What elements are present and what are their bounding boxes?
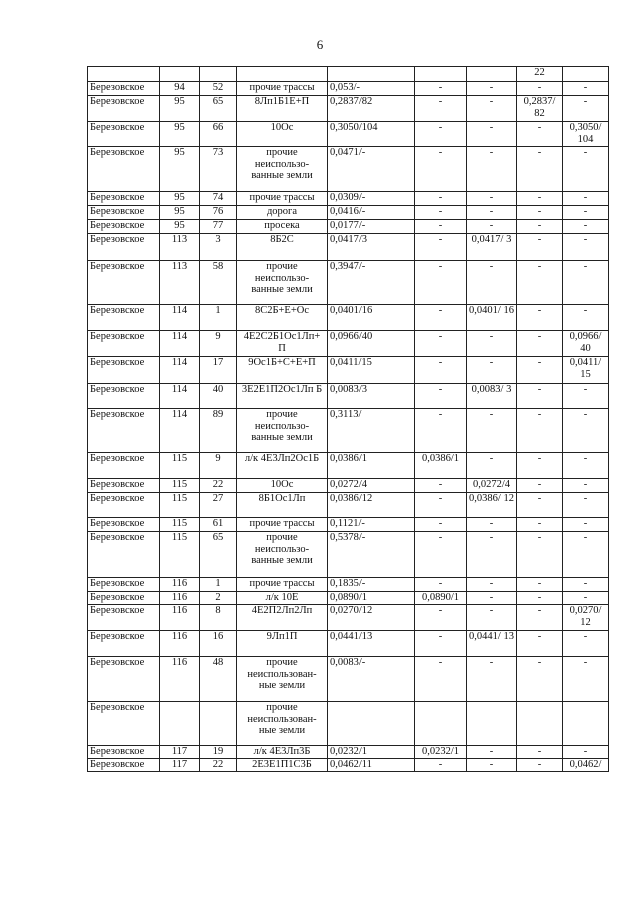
- table-row: [88, 357, 609, 384]
- table-cell: 114: [160, 384, 200, 409]
- table-cell: 0,1835/-: [328, 578, 415, 592]
- table-cell: -: [467, 532, 517, 578]
- table-cell: 16: [200, 631, 237, 657]
- table-cell: 0,0411/ 15: [563, 357, 609, 384]
- table-cell: -: [467, 578, 517, 592]
- table-cell: 0,3113/: [328, 409, 415, 453]
- table-cell: 9: [200, 453, 237, 479]
- table-cell: Березовское: [88, 578, 160, 592]
- table-row: [88, 234, 609, 261]
- table-cell: 0,0270/ 12: [563, 605, 609, 631]
- table-cell: 95: [160, 122, 200, 147]
- table-cell: -: [517, 220, 563, 234]
- table-header-row: [88, 67, 609, 82]
- page-number: 6: [316, 37, 324, 52]
- table-cell: 0,0890/1: [328, 592, 415, 605]
- table-cell: 65: [200, 532, 237, 578]
- table-cell: -: [517, 759, 563, 772]
- table-cell: -: [517, 305, 563, 331]
- table-cell: 0,0386/12: [328, 493, 415, 518]
- table-cell: 9Лп1П: [237, 631, 328, 657]
- table-cell: -: [517, 605, 563, 631]
- table-cell: Березовское: [88, 746, 160, 759]
- table-cell: 0,0966/ 40: [563, 331, 609, 357]
- table-cell: -: [467, 331, 517, 357]
- table-cell: -: [415, 518, 467, 532]
- table-row: [88, 759, 609, 772]
- table-cell: -: [467, 147, 517, 192]
- table-cell: -: [563, 493, 609, 518]
- table-cell: 116: [160, 605, 200, 631]
- table-cell: [200, 702, 237, 746]
- table-row: [88, 206, 609, 220]
- table-cell: -: [467, 518, 517, 532]
- table-cell: -: [467, 357, 517, 384]
- table-cell: -: [517, 631, 563, 657]
- table-cell: -: [467, 122, 517, 147]
- table-row: [88, 493, 609, 518]
- table-cell: 114: [160, 305, 200, 331]
- table-cell: 0,0401/ 16: [467, 305, 517, 331]
- table-cell: 115: [160, 479, 200, 493]
- table-cell: Березовское: [88, 759, 160, 772]
- table-cell: 115: [160, 532, 200, 578]
- table-cell: просека: [237, 220, 328, 234]
- table-cell: -: [517, 578, 563, 592]
- table-cell: -: [563, 657, 609, 702]
- table-cell: [517, 702, 563, 746]
- table-cell: 3: [200, 234, 237, 261]
- table-cell: Березовское: [88, 234, 160, 261]
- table-cell: 0,0083/-: [328, 657, 415, 702]
- table-row: [88, 96, 609, 122]
- table-cell: -: [517, 357, 563, 384]
- table-cell: -: [563, 479, 609, 493]
- table-cell: 114: [160, 409, 200, 453]
- table-cell: [415, 702, 467, 746]
- table-cell: [467, 702, 517, 746]
- table-cell: [563, 67, 609, 82]
- table-cell: -: [563, 453, 609, 479]
- table-cell: Березовское: [88, 631, 160, 657]
- table-row: [88, 746, 609, 759]
- table-cell: 74: [200, 192, 237, 206]
- table-cell: 1: [200, 305, 237, 331]
- table-cell: -: [415, 220, 467, 234]
- table-cell: 0,2837/ 82: [517, 96, 563, 122]
- table-cell: -: [563, 384, 609, 409]
- table-cell: прочие трассы: [237, 192, 328, 206]
- table-cell: Березовское: [88, 592, 160, 605]
- table-cell: 113: [160, 261, 200, 305]
- table-cell: -: [415, 357, 467, 384]
- table-row: [88, 331, 609, 357]
- table-cell: 0,0417/ 3: [467, 234, 517, 261]
- table-cell: -: [517, 746, 563, 759]
- table-cell: -: [415, 578, 467, 592]
- table-cell: 2Е3Е1П1С3Б: [237, 759, 328, 772]
- table-cell: -: [563, 409, 609, 453]
- table-cell: 58: [200, 261, 237, 305]
- table-cell: 0,2837/82: [328, 96, 415, 122]
- table-cell: 113: [160, 234, 200, 261]
- table-cell: 115: [160, 453, 200, 479]
- table-cell: -: [467, 453, 517, 479]
- table-cell: прочие неиспользован- ные земли: [237, 657, 328, 702]
- table-cell: 61: [200, 518, 237, 532]
- table-cell: Березовское: [88, 605, 160, 631]
- table-cell: 19: [200, 746, 237, 759]
- table-cell: Березовское: [88, 409, 160, 453]
- table-cell: Березовское: [88, 702, 160, 746]
- table-cell: [160, 67, 200, 82]
- table-cell: [200, 67, 237, 82]
- table-cell: 10Ос: [237, 122, 328, 147]
- table-cell: 0,0232/1: [328, 746, 415, 759]
- table-cell: 0,0309/-: [328, 192, 415, 206]
- table-cell: прочие неиспользо- ванные земли: [237, 409, 328, 453]
- table-cell: [328, 67, 415, 82]
- table-cell: -: [563, 305, 609, 331]
- table-cell: 116: [160, 631, 200, 657]
- table-cell: 89: [200, 409, 237, 453]
- table-cell: -: [563, 578, 609, 592]
- table-cell: -: [467, 192, 517, 206]
- table-cell: -: [415, 605, 467, 631]
- table-cell: -: [517, 234, 563, 261]
- table-cell: 8: [200, 605, 237, 631]
- table-cell: -: [563, 532, 609, 578]
- table-cell: 95: [160, 96, 200, 122]
- table-cell: -: [517, 592, 563, 605]
- table-cell: дорога: [237, 206, 328, 220]
- table-cell: 116: [160, 657, 200, 702]
- table-cell: 0,0270/12: [328, 605, 415, 631]
- table-cell: 116: [160, 578, 200, 592]
- table-cell: 0,0083/3: [328, 384, 415, 409]
- table-cell: 0,0441/13: [328, 631, 415, 657]
- table-cell: 8Б1Ос1Лп: [237, 493, 328, 518]
- table-cell: -: [563, 631, 609, 657]
- table-cell: -: [563, 261, 609, 305]
- table-cell: -: [563, 82, 609, 96]
- table-cell: 0,0890/1: [415, 592, 467, 605]
- table-cell: 117: [160, 746, 200, 759]
- table-cell: -: [467, 657, 517, 702]
- table-cell: [415, 67, 467, 82]
- table-cell: -: [415, 331, 467, 357]
- table-cell: 0,0386/1: [415, 453, 467, 479]
- table-cell: Березовское: [88, 96, 160, 122]
- table-cell: -: [415, 234, 467, 261]
- table-cell: -: [517, 206, 563, 220]
- table-cell: 40: [200, 384, 237, 409]
- table-row: [88, 479, 609, 493]
- table-cell: 8Лп1Б1Е+П: [237, 96, 328, 122]
- table-cell: 114: [160, 331, 200, 357]
- table-cell: прочие трассы: [237, 518, 328, 532]
- table-cell: -: [415, 493, 467, 518]
- table-cell: 0,0966/40: [328, 331, 415, 357]
- table-cell: Березовское: [88, 453, 160, 479]
- table-cell: 95: [160, 147, 200, 192]
- table-row: [88, 657, 609, 702]
- table-cell: 0,0232/1: [415, 746, 467, 759]
- table-cell: 27: [200, 493, 237, 518]
- table-cell: 52: [200, 82, 237, 96]
- table-cell: прочие трассы: [237, 578, 328, 592]
- table-cell: -: [467, 96, 517, 122]
- table-cell: -: [563, 592, 609, 605]
- table-cell: Березовское: [88, 82, 160, 96]
- table-cell: [237, 67, 328, 82]
- table-cell: 48: [200, 657, 237, 702]
- land-table: [87, 66, 609, 772]
- table-cell: -: [517, 657, 563, 702]
- table-cell: -: [467, 206, 517, 220]
- table-cell: -: [415, 82, 467, 96]
- table-cell: Березовское: [88, 147, 160, 192]
- table-cell: 0,0386/ 12: [467, 493, 517, 518]
- table-cell: Березовское: [88, 384, 160, 409]
- table-cell: -: [517, 409, 563, 453]
- table-cell: 95: [160, 206, 200, 220]
- table-cell: Березовское: [88, 357, 160, 384]
- table-cell: 116: [160, 592, 200, 605]
- table-cell: прочие неиспользован- ные земли: [237, 702, 328, 746]
- table-cell: -: [415, 759, 467, 772]
- table-cell: 8С2Б+Е+Ос: [237, 305, 328, 331]
- table-cell: 0,5378/-: [328, 532, 415, 578]
- table-cell: Березовское: [88, 518, 160, 532]
- table-cell: -: [415, 96, 467, 122]
- table-cell: -: [563, 234, 609, 261]
- table-cell: 94: [160, 82, 200, 96]
- table-cell: Березовское: [88, 122, 160, 147]
- table-row: [88, 631, 609, 657]
- table-cell: 0,3947/-: [328, 261, 415, 305]
- table-cell: -: [415, 657, 467, 702]
- table-cell: -: [563, 746, 609, 759]
- table-cell: л/к 10Е: [237, 592, 328, 605]
- table-cell: [467, 67, 517, 82]
- table-cell: -: [517, 384, 563, 409]
- table-cell: 0,0462/11: [328, 759, 415, 772]
- table-cell: [88, 67, 160, 82]
- table-cell: л/к 4Е3Лп2Ос1Б: [237, 453, 328, 479]
- table-cell: прочие неиспользо- ванные земли: [237, 147, 328, 192]
- table-cell: 9: [200, 331, 237, 357]
- table-row: [88, 220, 609, 234]
- table-cell: 3Е2Е1П2Ос1Лп Б: [237, 384, 328, 409]
- table-row: [88, 192, 609, 206]
- table-cell: 10Ос: [237, 479, 328, 493]
- table-cell: -: [517, 147, 563, 192]
- table-cell: 4Е2С2Б1Ос1Лп+ П: [237, 331, 328, 357]
- table-cell: 115: [160, 518, 200, 532]
- table-cell: 77: [200, 220, 237, 234]
- table-cell: -: [517, 479, 563, 493]
- table-cell: Березовское: [88, 331, 160, 357]
- table-cell: -: [467, 409, 517, 453]
- table-cell: -: [415, 409, 467, 453]
- table-cell: -: [467, 82, 517, 96]
- table-cell: 0,0386/1: [328, 453, 415, 479]
- table-cell: -: [517, 532, 563, 578]
- table-cell: 66: [200, 122, 237, 147]
- table-cell: 65: [200, 96, 237, 122]
- table-cell: прочие трассы: [237, 82, 328, 96]
- table-cell: Березовское: [88, 657, 160, 702]
- table-cell: -: [415, 384, 467, 409]
- table-cell: 95: [160, 220, 200, 234]
- table-cell: 0,0272/4: [467, 479, 517, 493]
- table-row: [88, 122, 609, 147]
- table-cell: Березовское: [88, 261, 160, 305]
- table-cell: 95: [160, 192, 200, 206]
- table-cell: -: [415, 261, 467, 305]
- table-row: [88, 453, 609, 479]
- table-cell: 4Е2П2Лп2Лп: [237, 605, 328, 631]
- table-cell: -: [415, 192, 467, 206]
- table-cell: -: [517, 493, 563, 518]
- table-cell: Березовское: [88, 479, 160, 493]
- table-cell: -: [467, 220, 517, 234]
- table-cell: 9Ос1Б+С+Е+П: [237, 357, 328, 384]
- table-row: [88, 578, 609, 592]
- table-cell: прочие неиспользо- ванные земли: [237, 532, 328, 578]
- table-cell: 0,0401/16: [328, 305, 415, 331]
- table-cell: Березовское: [88, 305, 160, 331]
- table-cell: Березовское: [88, 493, 160, 518]
- table-cell: -: [467, 746, 517, 759]
- table-cell: -: [563, 206, 609, 220]
- table-row: [88, 261, 609, 305]
- table-cell: 0,3050/ 104: [563, 122, 609, 147]
- table-cell: -: [415, 122, 467, 147]
- table-cell: 0,3050/104: [328, 122, 415, 147]
- table-row: [88, 384, 609, 409]
- table-row: [88, 592, 609, 605]
- table-cell: 73: [200, 147, 237, 192]
- table-cell: -: [415, 479, 467, 493]
- table-cell: 22: [200, 759, 237, 772]
- table-cell: 115: [160, 493, 200, 518]
- table-cell: -: [415, 305, 467, 331]
- table-cell: -: [467, 759, 517, 772]
- table-cell: 114: [160, 357, 200, 384]
- table-cell: 17: [200, 357, 237, 384]
- table-cell: 0,0441/ 13: [467, 631, 517, 657]
- table-cell: 0,0177/-: [328, 220, 415, 234]
- table-cell: 22: [517, 67, 563, 82]
- table-cell: 0,053/-: [328, 82, 415, 96]
- table-row: [88, 605, 609, 631]
- table-cell: -: [517, 192, 563, 206]
- table-cell: 0,0462/: [563, 759, 609, 772]
- table-cell: Березовское: [88, 532, 160, 578]
- table-cell: -: [563, 147, 609, 192]
- table-cell: прочие неиспользо- ванные земли: [237, 261, 328, 305]
- table-row: [88, 702, 609, 746]
- table-cell: -: [563, 220, 609, 234]
- table-cell: -: [563, 96, 609, 122]
- table-cell: Березовское: [88, 192, 160, 206]
- table-cell: 76: [200, 206, 237, 220]
- table-cell: -: [517, 261, 563, 305]
- table-cell: 1: [200, 578, 237, 592]
- table-cell: [328, 702, 415, 746]
- table-cell: -: [517, 122, 563, 147]
- table-cell: -: [517, 82, 563, 96]
- table-cell: -: [415, 532, 467, 578]
- table-cell: 0,1121/-: [328, 518, 415, 532]
- table-cell: -: [467, 261, 517, 305]
- table-row: [88, 305, 609, 331]
- table-row: [88, 532, 609, 578]
- table-cell: Березовское: [88, 206, 160, 220]
- table-cell: Березовское: [88, 220, 160, 234]
- table-cell: 0,0411/15: [328, 357, 415, 384]
- table-row: [88, 409, 609, 453]
- table-cell: 0,0416/-: [328, 206, 415, 220]
- table-cell: -: [415, 147, 467, 192]
- table-row: [88, 147, 609, 192]
- table-cell: 0,0417/3: [328, 234, 415, 261]
- table-cell: -: [517, 453, 563, 479]
- table-cell: 117: [160, 759, 200, 772]
- table-cell: 8Б2С: [237, 234, 328, 261]
- table-cell: л/к 4Е3Лп3Б: [237, 746, 328, 759]
- table-row: [88, 518, 609, 532]
- table-cell: -: [415, 206, 467, 220]
- table-cell: [160, 702, 200, 746]
- table-cell: -: [563, 192, 609, 206]
- table-cell: 0,0272/4: [328, 479, 415, 493]
- table-cell: [563, 702, 609, 746]
- table-cell: 2: [200, 592, 237, 605]
- table-cell: -: [415, 631, 467, 657]
- table-row: [88, 82, 609, 96]
- table-cell: -: [467, 605, 517, 631]
- table-cell: -: [563, 518, 609, 532]
- table-cell: 22: [200, 479, 237, 493]
- table-cell: -: [517, 331, 563, 357]
- table-cell: 0,0471/-: [328, 147, 415, 192]
- table-cell: 0,0083/ 3: [467, 384, 517, 409]
- table-cell: -: [467, 592, 517, 605]
- table-cell: -: [517, 518, 563, 532]
